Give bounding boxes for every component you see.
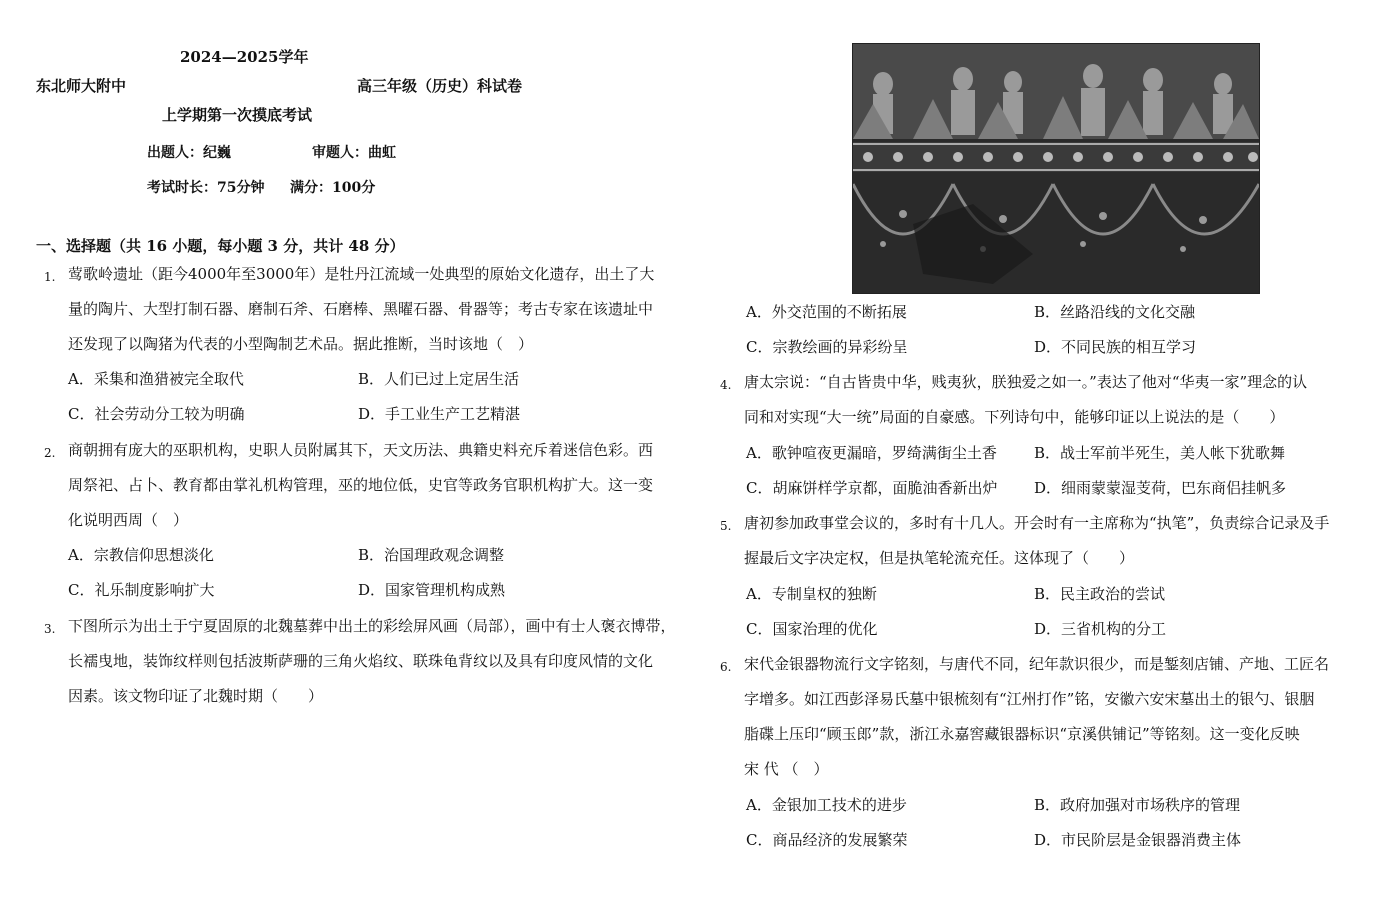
- question-text-line: 字增多。如江西彭泽易氏墓中银梳刻有“江州打作”铭，安徽六安宋墓出土的银勺、银胭: [744, 690, 1315, 708]
- option-a: A．金银加工技术的进步: [746, 796, 907, 814]
- question-text-line: 还发现了以陶猪为代表的小型陶制艺术品。据此推断，当时该地（ ）: [68, 335, 534, 353]
- option-b: B．治国理政观念调整: [358, 546, 505, 564]
- section-title: 一、选择题（共 16 小题，每小题 3 分，共计 48 分）: [36, 237, 405, 255]
- question-number: 6.: [720, 660, 732, 674]
- option-d: D．不同民族的相互学习: [1034, 338, 1197, 356]
- option-d: D．三省机构的分工: [1034, 620, 1167, 638]
- option-c: C．胡麻饼样学京都，面脆油香新出炉: [746, 479, 998, 497]
- question-text-line: 唐初参加政事堂会议的，多时有十几人。开会时有一主席称为“执笔”，负责综合记录及手: [744, 514, 1330, 532]
- school-name: 东北师大附中: [36, 77, 127, 95]
- question-text-line: 周祭祀、占卜、教育都由掌礼机构管理，巫的地位低，史官等政务官职机构扩大。这一变: [68, 476, 654, 494]
- question-text-line: 宋代金银器物流行文字铭刻，与唐代不同，纪年款识很少，而是錾刻店铺、产地、工匠名: [744, 655, 1330, 673]
- question-text-line: 脂碟上压印“顾玉郎”款，浙江永嘉窖藏银器标识“京溪供铺记”等铭刻。这一变化反映: [744, 725, 1300, 743]
- option-d: D．手工业生产工艺精湛: [358, 405, 521, 423]
- folding-screen-painting-image: [852, 43, 1260, 294]
- duration-label: 考试时长：75分钟: [147, 180, 265, 196]
- question-text-line: 化说明西周（ ）: [68, 511, 189, 529]
- exam-subtitle: 上学期第一次摸底考试: [162, 106, 313, 124]
- option-b: B．政府加强对市场秩序的管理: [1034, 796, 1241, 814]
- question-text-line: 莺歌岭遗址（距今4000年至3000年）是牡丹江流域一处典型的原始文化遗存，出土了大: [68, 265, 655, 283]
- option-c: C．宗教绘画的异彩纷呈: [746, 338, 908, 356]
- question-number: 2.: [44, 446, 56, 460]
- reviewer-label: 审题人：曲虹: [312, 145, 396, 161]
- author-label: 出题人：纪巍: [147, 145, 231, 161]
- question-number: 3.: [44, 622, 56, 636]
- option-d: D．市民阶层是金银器消费主体: [1034, 831, 1242, 849]
- question-number: 4.: [720, 378, 732, 392]
- option-d: D．国家管理机构成熟: [358, 581, 506, 599]
- question-text-line: 商朝拥有庞大的巫职机构，史职人员附属其下，天文历法、典籍史料充斥着迷信色彩。西: [68, 441, 654, 459]
- question-number: 1.: [44, 270, 56, 284]
- full-score-label: 满分：100分: [290, 180, 376, 196]
- option-a: A．采集和渔猎被完全取代: [68, 370, 244, 388]
- option-b: B．民主政治的尝试: [1034, 585, 1166, 603]
- option-b: B．人们已过上定居生活: [358, 370, 520, 388]
- painting-illustration: [853, 44, 1259, 293]
- question-text-line: 长襦曳地，装饰纹样则包括波斯萨珊的三角火焰纹、联珠龟背纹以及具有印度风情的文化: [68, 652, 654, 670]
- option-c: C．礼乐制度影响扩大: [68, 581, 215, 599]
- question-text-line: 下图所示为出土于宁夏固原的北魏墓葬中出土的彩绘屏风画（局部），画中有士人褒衣博带，: [68, 617, 676, 635]
- option-b: B．战士军前半死生，美人帐下犹歌舞: [1034, 444, 1286, 462]
- option-a: A．外交范围的不断拓展: [746, 303, 907, 321]
- option-a: A．专制皇权的独断: [746, 585, 877, 603]
- question-text-line: 唐太宗说：“自古皆贵中华，贱夷狄，朕独爱之如一。”表达了他对“华夷一家”理念的认: [744, 373, 1308, 391]
- question-text-line: 宋 代 （ ）: [744, 760, 829, 778]
- question-text-line: 同和对实现“大一统”局面的自豪感。下列诗句中，能够印证以上说法的是（ ）: [744, 408, 1285, 426]
- option-b: B．丝路沿线的文化交融: [1034, 303, 1196, 321]
- option-a: A．宗教信仰思想淡化: [68, 546, 214, 564]
- question-number: 5.: [720, 519, 732, 533]
- exam-year: 2024—2025学年: [180, 48, 309, 66]
- question-text-line: 握最后文字决定权，但是执笔轮流充任。这体现了（ ）: [744, 549, 1135, 567]
- option-c: C．国家治理的优化: [746, 620, 878, 638]
- option-a: A．歌钟喧夜更漏暗，罗绮满街尘土香: [746, 444, 997, 462]
- option-c: C．商品经济的发展繁荣: [746, 831, 908, 849]
- question-text-line: 因素。该文物印证了北魏时期（ ）: [68, 687, 324, 705]
- exam-title: 高三年级（历史）科试卷: [357, 77, 523, 95]
- question-text-line: 量的陶片、大型打制石器、磨制石斧、石磨棒、黑曜石器、骨器等；考古专家在该遗址中: [68, 300, 654, 318]
- option-c: C．社会劳动分工较为明确: [68, 405, 245, 423]
- option-d: D．细雨蒙蒙湿芰荷，巴东商侣挂帆多: [1034, 479, 1287, 497]
